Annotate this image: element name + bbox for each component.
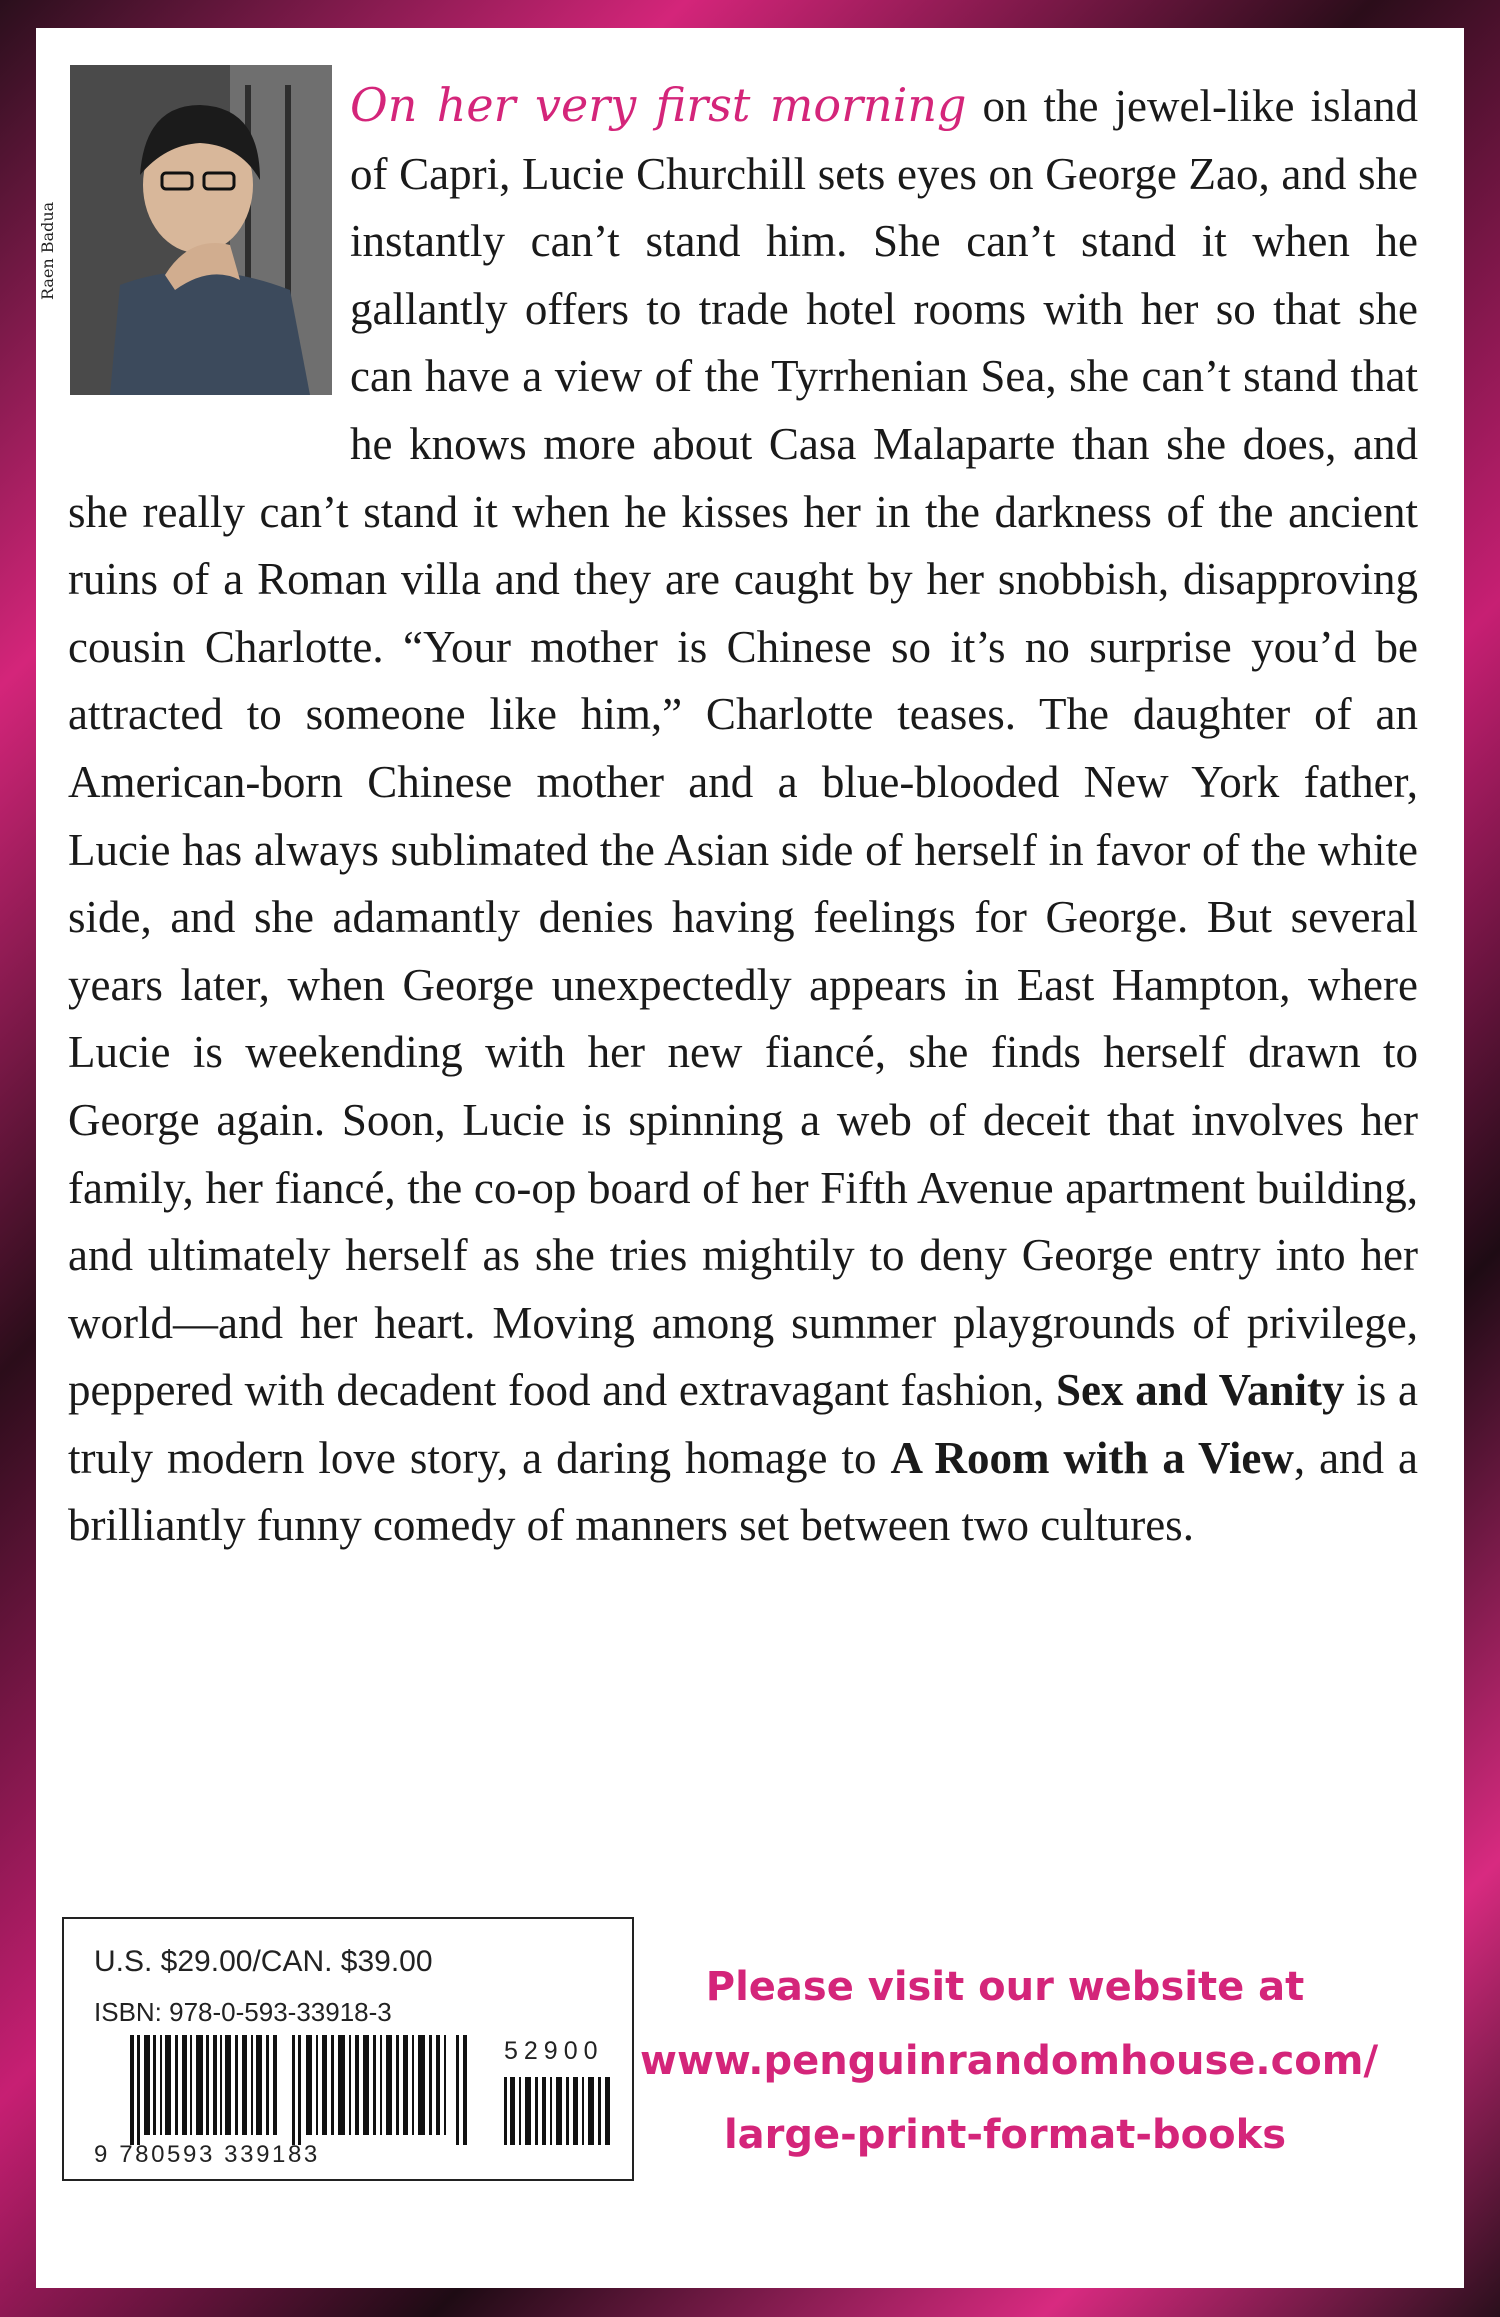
price-code-barcode [504,2077,614,2145]
website-notice [640,1950,1379,2172]
price-barcode-box [62,1917,634,2181]
photo-text-wrap [68,72,350,412]
website-url-path: large-print-format-books [723,2112,1287,2158]
website-line-1: Please visit our website at [705,1964,1305,2010]
blurb-text-3: , and a brilliantly funny comedy of manners set between two cultures. [68,1432,1419,1551]
blurb-text-2: is a truly modern love story, a daring homage to [68,1365,1418,1483]
book-blurb [68,72,1418,1560]
website-url: www.penguinrandomhouse.com/ [640,2038,1379,2084]
blurb-text-1: on the jewel-like island of Capri, Lucie Churchill sets eyes on George Zao, and she instantly can’t stand him. She can’t stand it when he gallantly offers to trade hotel rooms with her so that she can have a view of the Tyrrhenian Sea, she can’t stand that he knows more about Casa Malaparte than she does, and she really can’t stand it when he kisses her in the darkness of the ancient ruins of a Roman villa and they are caught by her snobbish, disapproving cousin Charlotte. “Your mother is Chinese so it’s no surprise you’d be attracted to someone like him,” Charlotte teases. The daughter of an American-born Chinese mother and a blue-blooded New York father, Lucie has always sublimated the Asian side of herself in favor of the white side, and she adamantly denies having feelings for George. But several years later, when George unexpectedly appears in East Hampton, where Lucie is weekending with her new fiancé, she finds herself drawn to George again. Soon, Lucie is spinning a web of deceit that involves her family, her fiancé, the co-op board of her Fifth Avenue apartment building, and ultimately herself as she tries mightily to deny George entry into her world—and her heart. Moving among summer playgrounds of privilege, peppered with decadent food and extravagant fashion, [68,81,1418,1416]
barcode-digits: 9 780593 339183 [94,2141,320,2168]
book-title-sex-and-vanity: Sex and Vanity [1055,1365,1345,1416]
isbn-barcode [130,2035,470,2145]
price-label: U.S. $29.00/CAN. $39.00 [94,1945,433,1978]
photo-credit: Raen Badua [38,201,57,300]
isbn-label: ISBN: 978-0-593-33918-3 [94,1997,392,2027]
blurb-lead-in: On her very first morning [350,78,967,132]
book-title-a-room-with-a-view: A Room with a View [890,1432,1294,1483]
price-code-digits: 52900 [504,2037,604,2065]
